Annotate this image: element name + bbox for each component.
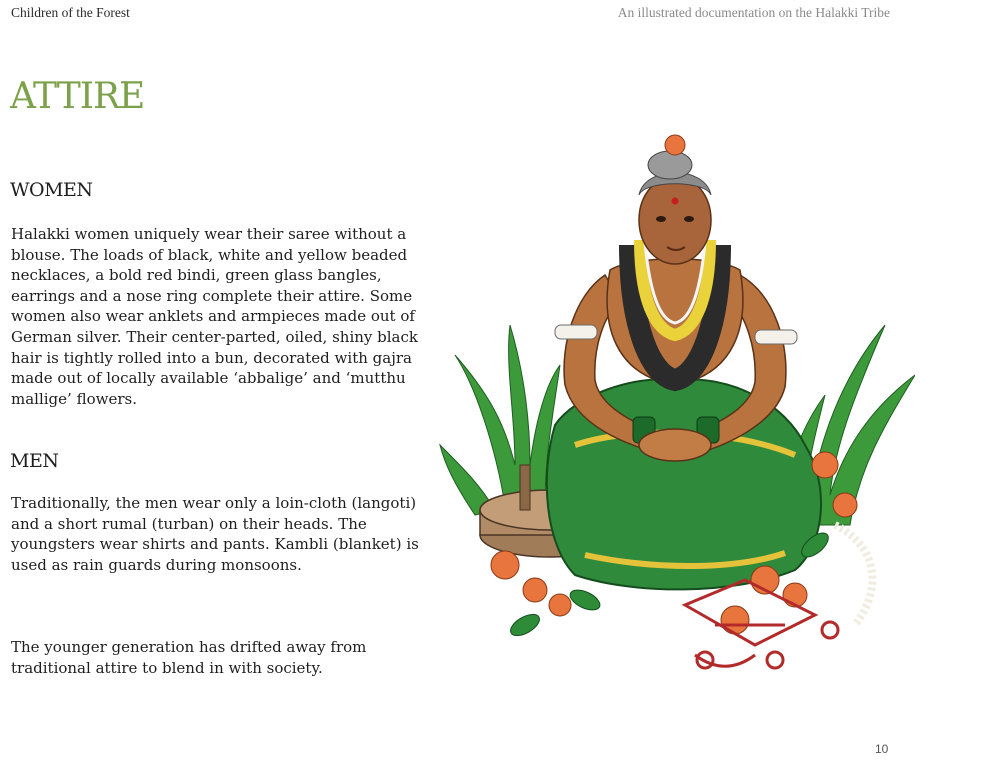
page-number: 10 [875, 742, 889, 756]
garland-icon [835, 525, 872, 625]
women-paragraph: Halakki women uniquely wear their saree without a blouse. The loads of black, white and yellow beaded necklaces, a bold red bindi, green glass bangles, earrings and a nose ring complete their attire. Some women also wear anklets and armpieces made out of German silver. Their center-parted, oiled, shiny black hair is tightly rolled into a bun, decorated with gajra made out of locally available ‘abbalige’ and ‘mutthu mallige’ flowers. [11, 225, 418, 408]
page-title: ATTIRE [10, 76, 145, 117]
men-heading: MEN [10, 450, 59, 472]
book-subtitle: An illustrated documentation on the Halakki Tribe [617, 5, 890, 20]
closing-paragraph: The younger generation has drifted away from traditional attire to blend in with society. [11, 638, 367, 677]
grass-left [440, 325, 560, 515]
men-paragraph: Traditionally, the men wear only a loin-cloth (langoti) and a short rumal (turban) on their heads. The youngsters wear shirts and pants. Kambli (blanket) is used as rain guards during monsoons. [11, 494, 419, 574]
head [639, 173, 711, 265]
hands [639, 429, 711, 461]
women-heading: WOMEN [10, 179, 93, 201]
halakki-woman-illustration [435, 125, 915, 695]
book-title: Children of the Forest [11, 5, 130, 20]
hair-bun-flower-icon [648, 135, 692, 179]
